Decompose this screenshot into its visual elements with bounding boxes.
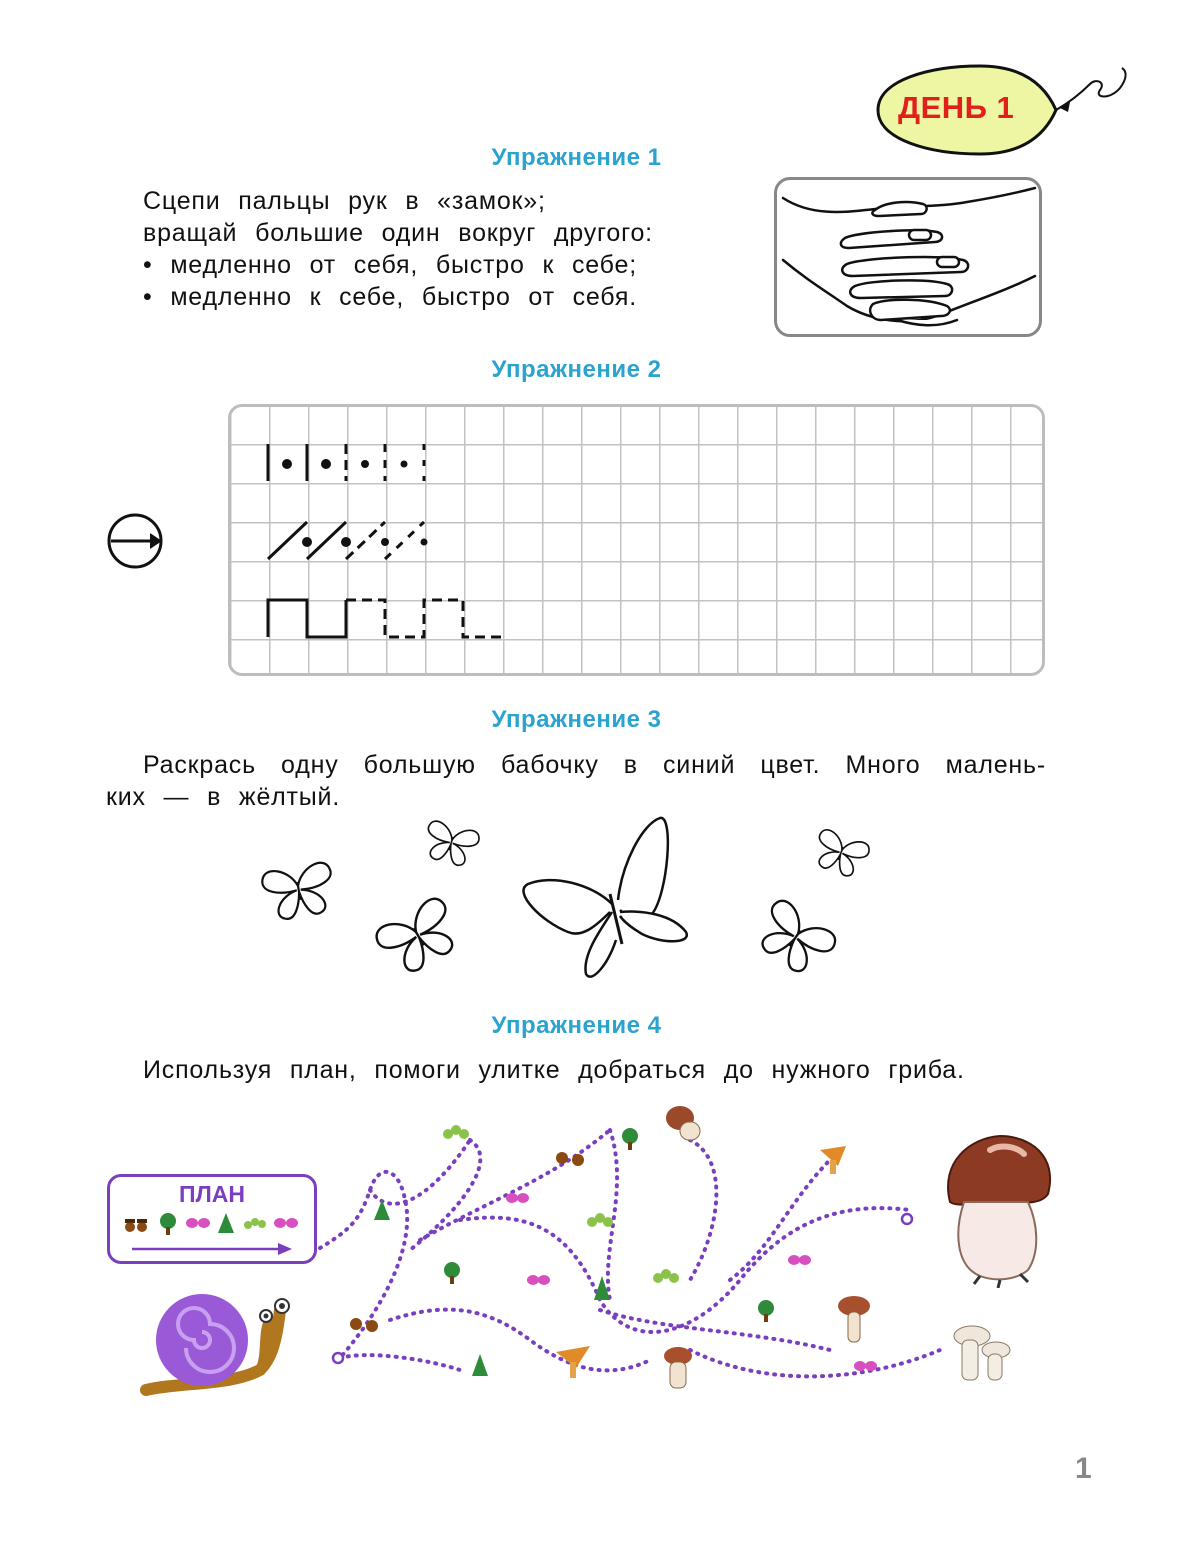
maze-path — [340, 1355, 460, 1370]
exercise-2-title: Упражнение 2 — [491, 356, 662, 383]
hands-illustration — [774, 177, 1042, 337]
maze-path — [690, 1140, 716, 1280]
plan-title: ПЛАН — [179, 1181, 245, 1207]
maze-path — [690, 1350, 940, 1376]
small-butterfly-icon[interactable] — [810, 828, 871, 881]
maze-path — [608, 1130, 617, 1300]
butterfly-icon — [854, 1361, 877, 1371]
direction-arrow-icon — [106, 512, 166, 577]
exercise-1-line: вращай большие один вокруг другого: — [143, 219, 653, 247]
caterpillar-icon — [587, 1213, 613, 1227]
small-butterfly-icon[interactable] — [373, 895, 466, 980]
copy-grid[interactable] — [228, 404, 1045, 676]
clasped-hands-icon — [777, 180, 1039, 334]
butterfly-icon — [788, 1255, 811, 1265]
big-butterfly-icon[interactable] — [524, 818, 687, 977]
exercise-3-text — [106, 749, 1046, 813]
tree-icon — [444, 1262, 460, 1284]
page-number: 1 — [1075, 1452, 1092, 1485]
bullet-icon: • — [143, 283, 153, 311]
tree-icon — [622, 1128, 638, 1150]
mushroom-icon — [820, 1146, 846, 1174]
maze-start-point — [333, 1353, 343, 1363]
exercise-1-title: Упражнение 1 — [491, 144, 662, 171]
maze-path — [420, 1130, 610, 1240]
mushroom-icon — [556, 1346, 590, 1378]
exercise-3-line: ких — в жёлтый. — [106, 783, 341, 811]
maze-path — [460, 1208, 910, 1332]
small-butterfly-icon[interactable] — [750, 897, 839, 981]
exercise-4-title: Упражнение 4 — [491, 1012, 662, 1039]
caterpillar-icon — [653, 1269, 679, 1283]
butterfly-icon — [506, 1193, 529, 1203]
mushroom-icon — [664, 1347, 692, 1388]
exercise-1-bullet: • медленно от себя, быстро к себе; — [143, 251, 637, 279]
small-butterfly-icon[interactable] — [261, 861, 338, 922]
exercise-3-title: Упражнение 3 — [491, 706, 662, 733]
maze-path — [730, 1160, 830, 1280]
exercise-4-text: Используя план, помоги улитке добраться до нужного гриба. — [143, 1056, 965, 1084]
exercise-1-line: Сцепи пальцы рук в «замок»; — [143, 187, 546, 215]
maze-end-point — [902, 1214, 912, 1224]
butterfly-icon — [527, 1275, 550, 1285]
maze-path — [320, 1172, 407, 1358]
day-badge — [870, 62, 1062, 154]
exercise-1-bullet: • медленно к себе, быстро от себя. — [143, 283, 637, 311]
day-label: ДЕНЬ 1 — [898, 90, 1015, 125]
mushroom-icon — [954, 1326, 1010, 1380]
small-butterfly-icon[interactable] — [421, 819, 481, 868]
butterflies-area — [250, 810, 890, 995]
tree-icon — [758, 1300, 774, 1322]
mushroom-icon — [838, 1296, 870, 1342]
snail-icon — [140, 1290, 300, 1405]
exercise-1-text — [143, 185, 743, 313]
exercise-3-line: Раскрась одну большую бабочку в синий цвет. Много малень- — [143, 751, 1046, 779]
mushroom-icon — [666, 1106, 700, 1140]
bullet-icon: • — [143, 251, 153, 279]
fir-tree-icon — [472, 1354, 488, 1376]
target-mushroom-icon[interactable] — [940, 1132, 1060, 1293]
pattern-samples — [228, 404, 1045, 676]
caterpillar-icon — [443, 1125, 469, 1139]
